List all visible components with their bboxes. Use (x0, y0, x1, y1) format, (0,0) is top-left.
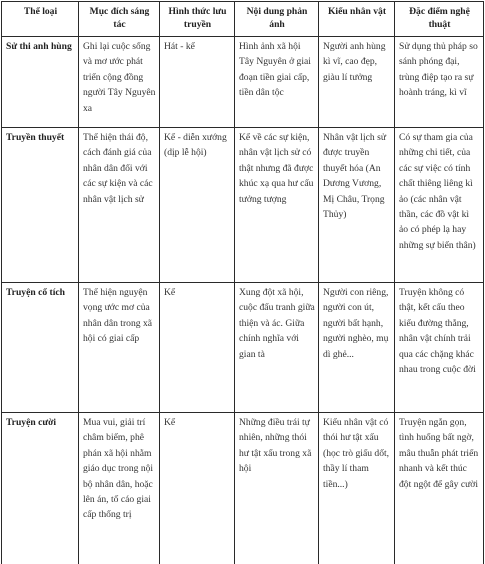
column-header-transmission: Hình thức lưu truyền (160, 2, 235, 37)
character-cell: Người anh hùng kì vĩ, cao đẹp, giàu lí tưởng (319, 37, 395, 128)
purpose-cell: Thể hiện thái độ, cách đánh giá của nhân dân đối với các sự kiện và các nhân vật lịch sử (79, 128, 160, 283)
column-header-content: Nội dung phản ánh (235, 2, 319, 37)
column-header-purpose: Mục đích sáng tác (79, 2, 160, 37)
genre-cell: Truyện cổ tích (2, 283, 79, 413)
column-header-art: Đặc điểm nghệ thuật (395, 2, 484, 37)
column-header-genre: Thể loại (2, 2, 79, 37)
art-cell: Truyện ngắn gọn, tình huống bất ngờ, mâu thuẫn phát triển nhanh và kết thúc đột ngột để gây cười (395, 413, 484, 564)
table-row (2, 283, 484, 413)
character-cell: Nhân vật lịch sử được truyền thuyết hóa (An Dương Vương, Mị Châu, Trọng Thủy) (319, 128, 395, 283)
art-cell: Sử dụng thủ pháp so sánh phóng đại, trùng điệp tạo ra sự hoành tráng, kì vĩ (395, 37, 484, 128)
table-row (2, 128, 484, 283)
purpose-cell: Ghi lại cuộc sống và mơ ước phát triển cộng đồng người Tây Nguyên xa (79, 37, 160, 128)
transmission-cell: Kể - diễn xướng (dịp lễ hội) (160, 128, 235, 283)
table-row (2, 413, 484, 564)
character-cell: Kiểu nhân vật có thói hư tật xấu (học trò giấu dốt, thầy lí tham tiền...) (319, 413, 395, 564)
table-header-row (2, 2, 484, 37)
table-row (2, 37, 484, 128)
genre-cell: Truyện cười (2, 413, 79, 564)
transmission-cell: Kể (160, 283, 235, 413)
transmission-cell: Hát - kể (160, 37, 235, 128)
art-cell: Truyện không có thật, kết cấu theo kiểu đường thẳng, nhân vật chính trải qua các chặng khác nhau trong cuộc đời (395, 283, 484, 413)
genre-cell: Truyền thuyết (2, 128, 79, 283)
genre-cell: Sử thi anh hùng (2, 37, 79, 128)
content-cell: Kể về các sự kiện, nhân vật lịch sử có thật nhưng đã được khúc xạ qua hư cấu tưởng tượng (235, 128, 319, 283)
character-cell: Người con riêng, người con út, người bất hạnh, người nghèo, mụ dì ghẻ... (319, 283, 395, 413)
art-cell: Có sự tham gia của những chi tiết, của các sự việc có tính chất thiêng liêng kì ảo (các nhân vật thần, các đồ vật kì ảo có phép lạ hay những sự biến thân) (395, 128, 484, 283)
literature-comparison-table (1, 1, 484, 564)
purpose-cell: Thể hiện nguyện vọng ước mơ của nhân dân trong xã hội có giai cấp (79, 283, 160, 413)
column-header-character: Kiểu nhân vật (319, 2, 395, 37)
content-cell: Những điều trái tự nhiên, những thói hư tật xấu trong xã hội (235, 413, 319, 564)
purpose-cell: Mua vui, giải trí châm biếm, phê phán xã hội nhằm giáo dục trong nội bộ nhân dân, hoặc lên án, tố cáo giai cấp thống trị (79, 413, 160, 564)
content-cell: Hình ảnh xã hội Tây Nguyên ở giai đoạn tiền giai cấp, tiền dân tộc (235, 37, 319, 128)
content-cell: Xung đột xã hội, cuộc đấu tranh giữa thiện và ác. Giữa chính nghĩa với gian tà (235, 283, 319, 413)
transmission-cell: Kể (160, 413, 235, 564)
